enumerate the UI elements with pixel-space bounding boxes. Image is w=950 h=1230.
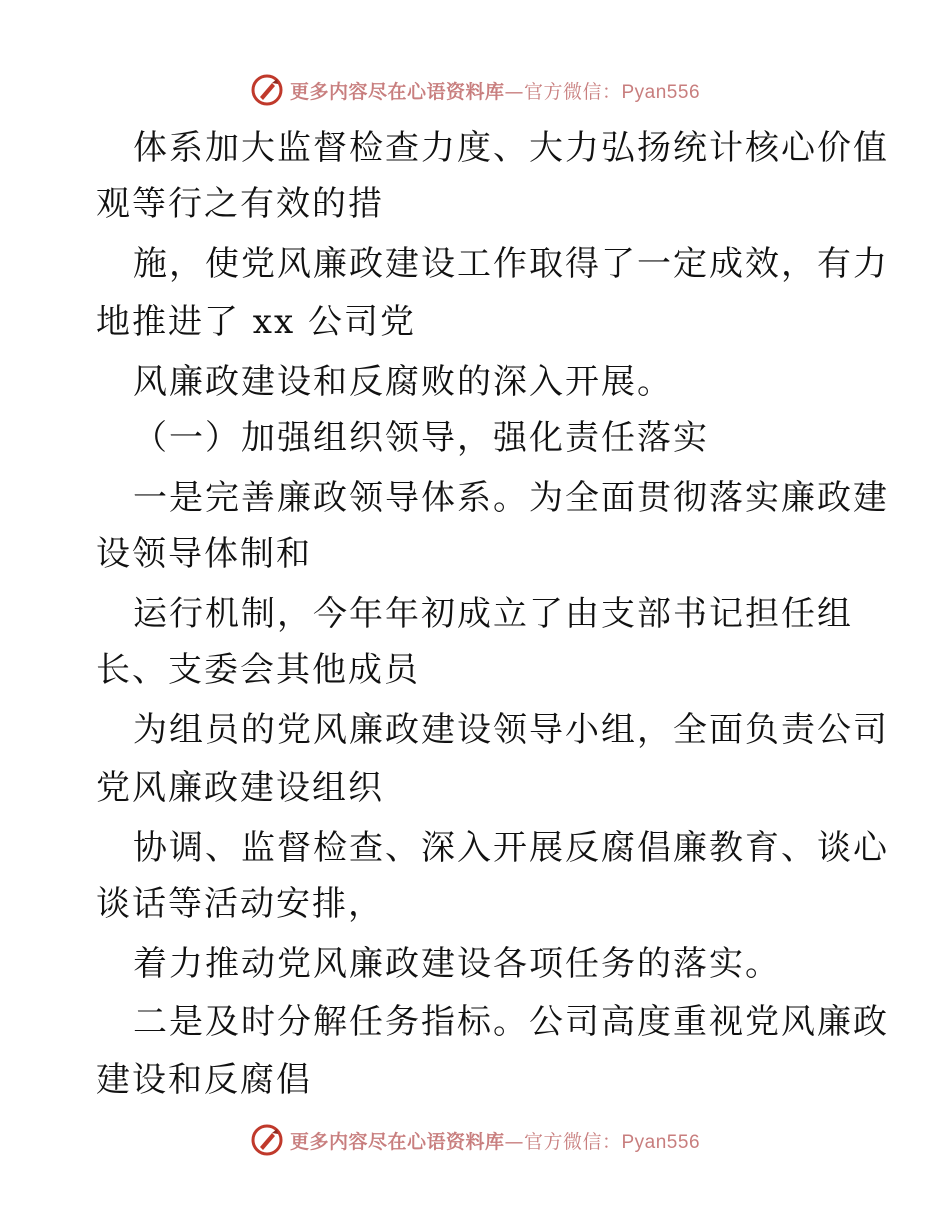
watermark-suffix: 官方微信： <box>523 1130 622 1153</box>
text-line-14: 谈话等活动安排， <box>96 884 384 924</box>
text-line-11: 为组员的党风廉政建设领导小组，全面负责公司 <box>133 710 889 750</box>
text-line-7: 一是完善廉政领导体系。为全面贯彻落实廉政建 <box>133 478 889 518</box>
watermark-text <box>290 77 700 104</box>
watermark-id: Pyan556 <box>621 1131 701 1153</box>
brand-logo-icon <box>250 73 284 107</box>
watermark-dash: — <box>504 80 524 103</box>
section-heading: （一）加强组织领导，强化责任落实 <box>133 418 709 458</box>
text-line-1: 体系加大监督检查力度、大力弘扬统计核心价值 <box>133 128 889 168</box>
watermark-main: 更多内容尽在心语资料库 <box>289 80 505 103</box>
text-line-9: 运行机制，今年年初成立了由支部书记担任组 <box>133 594 853 634</box>
header-watermark <box>0 70 950 110</box>
text-line-4: 地推进了 xx 公司党 <box>96 302 416 342</box>
watermark-main: 更多内容尽在心语资料库 <box>289 1130 505 1153</box>
text-line-8: 设领导体制和 <box>96 534 312 574</box>
watermark-text <box>290 1127 700 1154</box>
footer-watermark <box>0 1120 950 1160</box>
text-line-12: 党风廉政建设组织 <box>96 768 384 808</box>
brand-logo-icon <box>250 1123 284 1157</box>
text-line-17: 建设和反腐倡 <box>96 1060 312 1100</box>
text-line-15: 着力推动党风廉政建设各项任务的落实。 <box>133 944 781 984</box>
text-line-13: 协调、监督检查、深入开展反腐倡廉教育、谈心 <box>133 828 889 868</box>
text-line-5: 风廉政建设和反腐败的深入开展。 <box>133 362 673 402</box>
watermark-suffix: 官方微信： <box>523 80 622 103</box>
watermark-id: Pyan556 <box>621 81 701 103</box>
text-line-10: 长、支委会其他成员 <box>96 650 420 690</box>
watermark-dash: — <box>504 1130 524 1153</box>
text-line-3: 施，使党风廉政建设工作取得了一定成效，有力 <box>133 244 889 284</box>
text-line-16: 二是及时分解任务指标。公司高度重视党风廉政 <box>133 1002 889 1042</box>
text-line-2: 观等行之有效的措 <box>96 184 384 224</box>
